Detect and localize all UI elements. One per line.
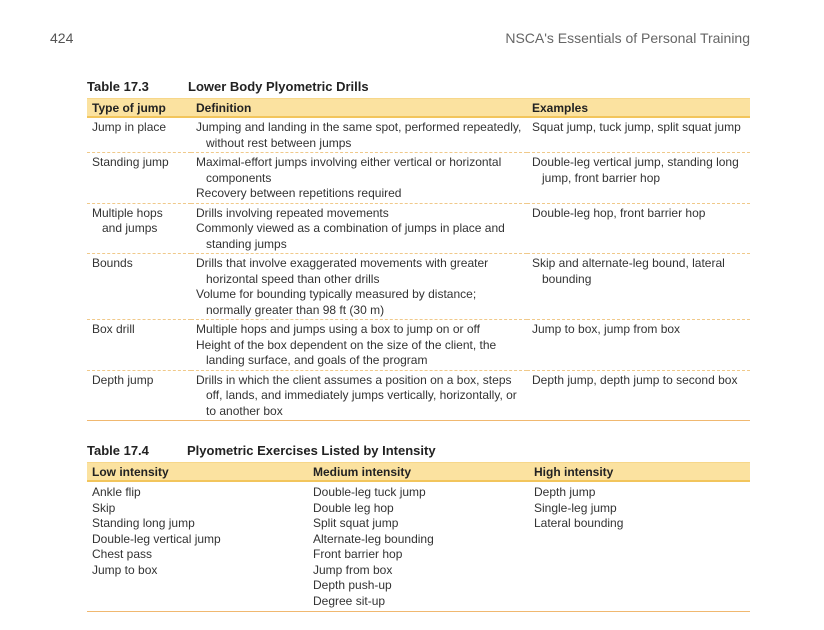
table-row: [87, 320, 750, 371]
running-head: NSCA's Essentials of Personal Training: [505, 30, 750, 46]
table-title: Plyometric Exercises Listed by Intensity: [187, 443, 436, 458]
jump-type-cell: [87, 320, 191, 371]
plyometric-drills-body: [87, 117, 750, 421]
jump-type: Depth jump: [92, 372, 154, 387]
table-intensity: [87, 443, 750, 612]
jump-type: Jump in place: [92, 120, 167, 134]
exercise-item: Front barrier hop: [313, 547, 403, 561]
definition-text: Height of the box dependent on the size of the client, the landing surface, and goals of the program: [196, 337, 497, 367]
exercise-item: Skip: [92, 500, 116, 515]
definition-text: Drills in which the client assumes a position on a box, steps off, lands, and immediately jumps vertically, horizontally, or to another box: [196, 372, 517, 418]
jump-type: Standing jump: [92, 155, 169, 169]
exercise-item: Jump from box: [313, 562, 393, 577]
definition-cell: [191, 153, 527, 204]
page-number: 424: [50, 30, 74, 46]
definition-text: Maximal-effort jumps involving either vertical or horizontal components: [196, 155, 502, 185]
exercise-item: Double-leg vertical jump: [92, 531, 221, 546]
examples-cell: [527, 254, 750, 320]
definition-text: Recovery between repetitions required: [196, 186, 402, 200]
examples-text: Jump to box, jump from box: [532, 322, 681, 336]
definition-cell: [191, 203, 527, 254]
definition-text: Volume for bounding typically measured by distance; normally greater than 98 ft (30 m): [196, 287, 477, 317]
examples-text: Double-leg vertical jump, standing long jump, front barrier hop: [532, 155, 739, 185]
table-caption: [87, 443, 750, 459]
exercise-item: Split squat jump: [313, 516, 399, 530]
exercise-item: Lateral bounding: [534, 516, 624, 530]
table-row: [87, 370, 750, 421]
jump-type: Box drill: [92, 322, 135, 336]
examples-cell: [527, 153, 750, 204]
jump-type: Bounds: [92, 256, 133, 270]
exercise-item: Chest pass: [92, 547, 153, 561]
high-intensity-list: [529, 481, 750, 612]
exercise-item: Depth jump: [534, 485, 596, 499]
definition-text: Drills involving repeated movements: [196, 205, 389, 220]
column-header-definition: Definition: [191, 99, 527, 118]
examples-cell: [527, 203, 750, 254]
plyometric-drills-table: [87, 98, 750, 421]
jump-type-cell: [87, 203, 191, 254]
examples-cell: [527, 117, 750, 153]
table-row: [87, 153, 750, 204]
column-header-low: Low intensity: [87, 463, 308, 482]
definition-cell: [191, 117, 527, 153]
definition-cell: [191, 320, 527, 371]
definition-text: Jumping and landing in the same spot, performed repeatedly, without rest between jumps: [196, 120, 522, 150]
exercise-item: Double leg hop: [313, 500, 394, 515]
exercise-item: Jump to box: [92, 562, 158, 577]
table-title: Lower Body Plyometric Drills: [188, 79, 369, 94]
exercise-item: Double-leg tuck jump: [313, 485, 426, 499]
table-row: [87, 254, 750, 320]
column-header-type: Type of jump: [87, 99, 191, 118]
medium-intensity-list: [308, 481, 529, 612]
jump-type-cell: [87, 153, 191, 204]
examples-cell: [527, 320, 750, 371]
intensity-table: [87, 462, 750, 612]
examples-text: Depth jump, depth jump to second box: [532, 372, 738, 387]
column-header-medium: Medium intensity: [308, 463, 529, 482]
definition-cell: [191, 370, 527, 421]
low-intensity-list: [87, 481, 308, 612]
examples-text: Double-leg hop, front barrier hop: [532, 205, 706, 220]
definition-text: Multiple hops and jumps using a box to jump on or off: [196, 322, 480, 336]
definition-text: Commonly viewed as a combination of jumps in place and standing jumps: [196, 221, 505, 251]
exercise-item: Single-leg jump: [534, 500, 617, 515]
table-row: [87, 481, 750, 612]
examples-text: Squat jump, tuck jump, split squat jump: [532, 120, 741, 134]
definition-text: Drills that involve exaggerated movements with greater horizontal speed than other drills: [196, 256, 489, 286]
exercise-item: Standing long jump: [92, 516, 195, 530]
jump-type-cell: [87, 370, 191, 421]
exercise-item: Alternate-leg bounding: [313, 531, 434, 546]
table-row: [87, 203, 750, 254]
exercise-item: Ankle flip: [92, 485, 141, 499]
column-header-examples: Examples: [527, 99, 750, 118]
exercise-item: Degree sit-up: [313, 593, 386, 608]
table-row: [87, 117, 750, 153]
examples-cell: [527, 370, 750, 421]
table-plyometric-drills: [87, 79, 750, 421]
examples-text: Skip and alternate-leg bound, lateral bounding: [532, 256, 725, 286]
table-number: Table 17.4: [87, 443, 149, 458]
column-header-high: High intensity: [529, 463, 750, 482]
exercise-item: Depth push-up: [313, 578, 392, 592]
jump-type-cell: [87, 117, 191, 153]
table-caption: [87, 79, 750, 95]
jump-type: Multiple hops and jumps: [92, 205, 163, 235]
table-number: Table 17.3: [87, 79, 149, 94]
jump-type-cell: [87, 254, 191, 320]
definition-cell: [191, 254, 527, 320]
